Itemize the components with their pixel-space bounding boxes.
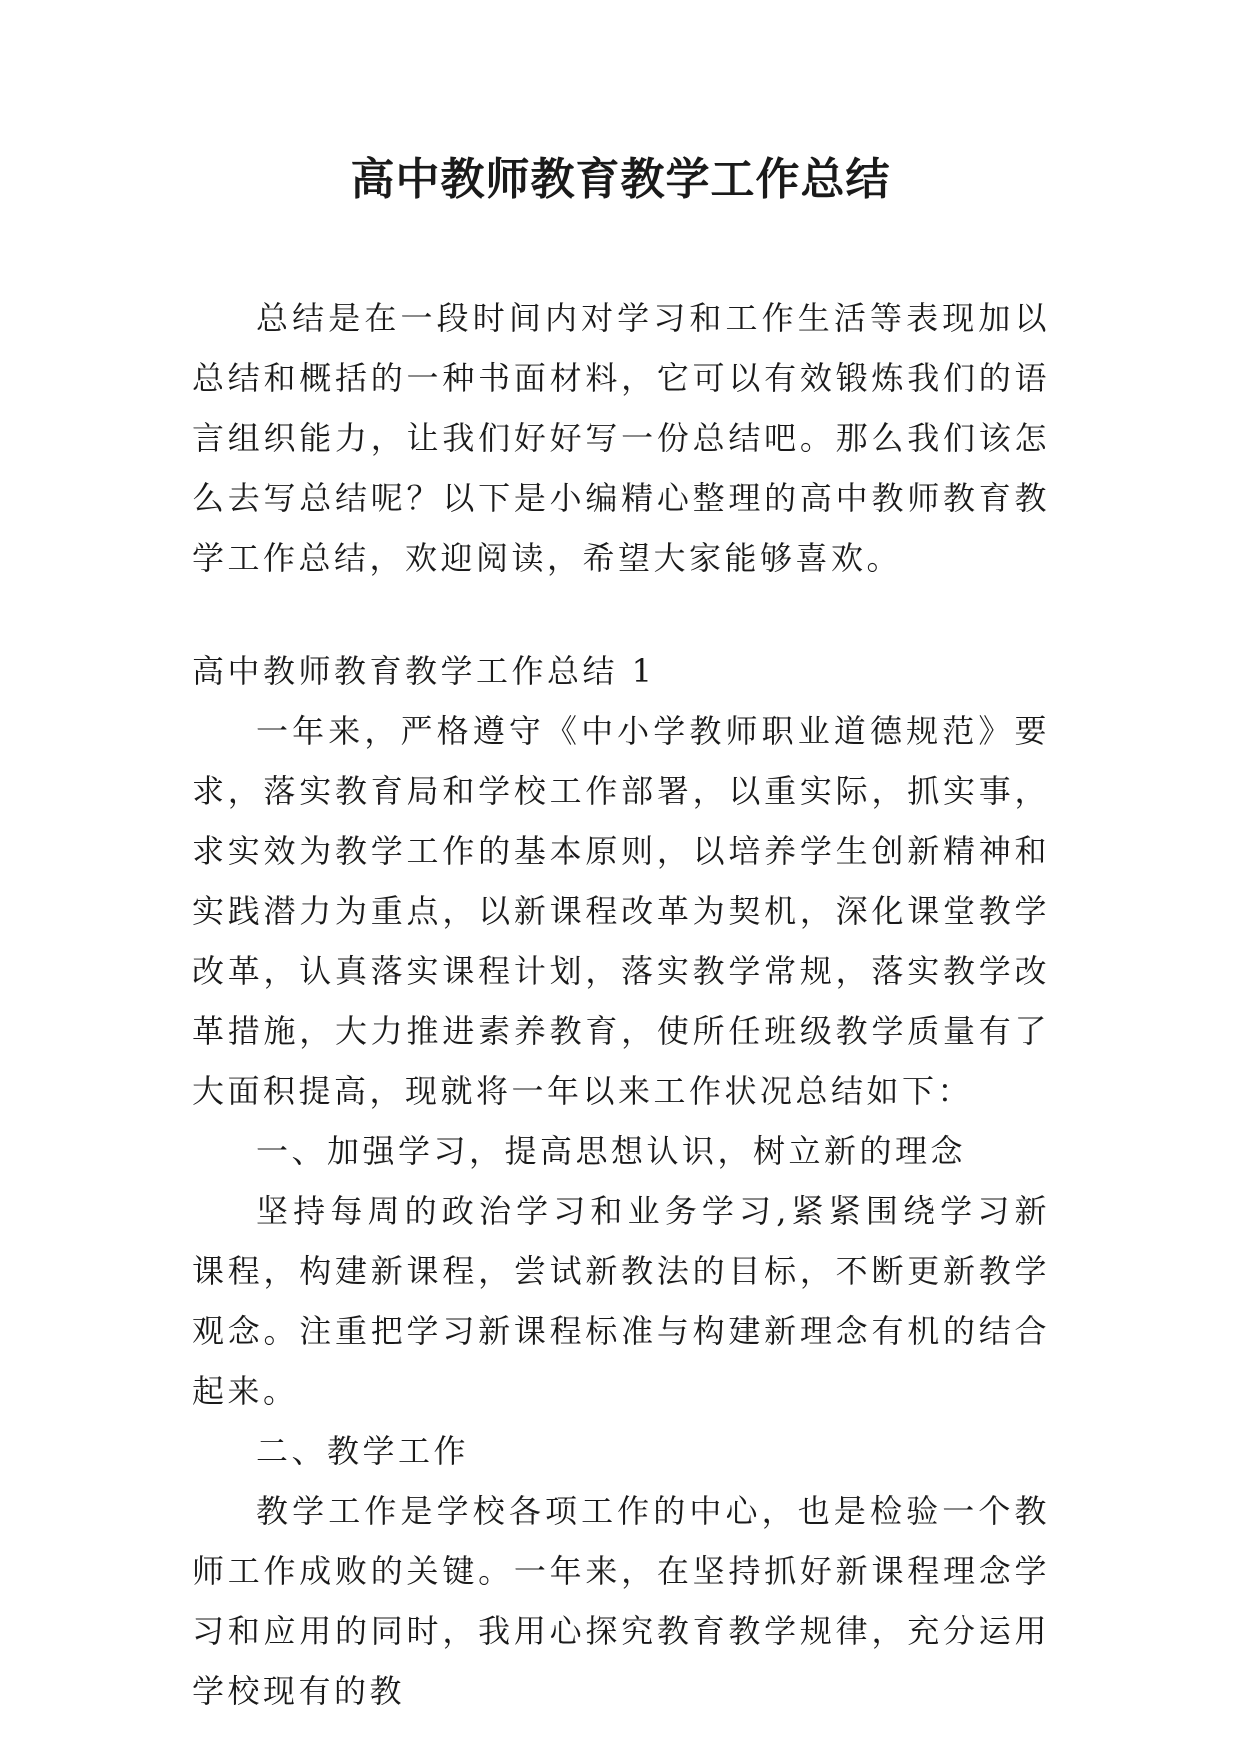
subheading-teaching: 二、教学工作 (256, 1432, 470, 1470)
paragraph-teaching: 教学工作是学校各项工作的中心，也是检验一个教师工作成败的关键。一年来，在坚持抓好新课程理念学习和应用的同时，我用心探究教育教学规律，充分运用学校现有的教 (192, 1492, 1050, 1710)
intro-paragraph: 总结是在一段时间内对学习和工作生活等表现加以总结和概括的一种书面材料，它可以有效锻炼我们的语言组织能力，让我们好好写一份总结吧。那么我们该怎么去写总结呢？以下是小编精心整理的高中教师教育教学工作总结，欢迎阅读，希望大家能够喜欢。 (192, 299, 1050, 577)
section-spacer (192, 588, 1050, 641)
subheading-study: 一、加强学习，提高思想认识，树立新的理念 (256, 1132, 967, 1170)
document-title: 高中教师教育教学工作总结 (350, 154, 891, 205)
paragraph-study: 坚持每周的政治学习和业务学习,紧紧围绕学习新课程，构建新课程，尝试新教法的目标，不断更新教学观念。注重把学习新课程标准与构建新理念有机的结合起来。 (192, 1192, 1050, 1410)
document-body (192, 288, 1050, 1721)
section-title: 高中教师教育教学工作总结 1 (192, 652, 656, 690)
paragraph-overview: 一年来，严格遵守《中小学教师职业道德规范》要求，落实教育局和学校工作部署，以重实际，抓实事，求实效为教学工作的基本原则，以培养学生创新精神和实践潜力为重点，以新课程改革为契机，深化课堂教学改革，认真落实课程计划，落实教学常规，落实教学改革措施，大力推进素养教育，使所任班级教学质量有了大面积提高，现就将一年以来工作状况总结如下： (192, 712, 1050, 1110)
